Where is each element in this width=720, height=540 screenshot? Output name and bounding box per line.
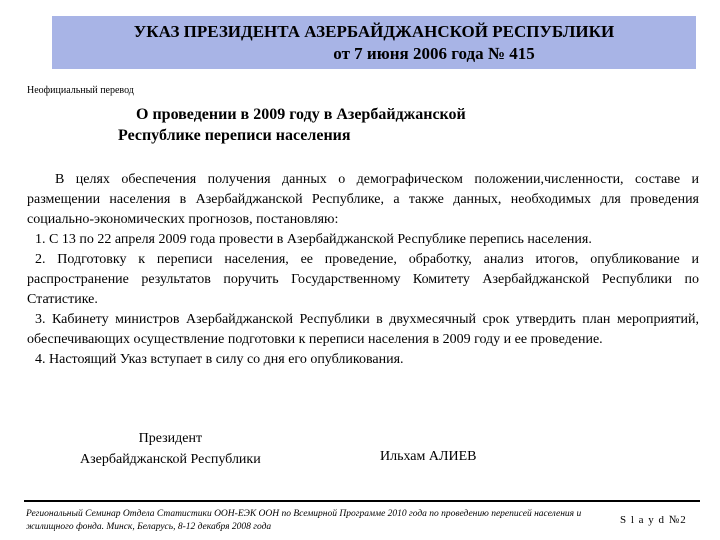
decree-title-line2: Республике переписи населения xyxy=(118,127,351,144)
decree-item-4: 4. Настоящий Указ вступает в силу со дня его опубликования. xyxy=(35,352,404,367)
signatory-title-line2: Азербайджанской Республики xyxy=(80,452,261,467)
footer-caption: Региональный Семинар Отдела Статистики ООН-ЕЭК ООН по Всемирной Программе 2010 года по проведению переписей населения и жилищного фонда. Минск, Беларусь, 8-12 декабря 2008 года xyxy=(26,509,582,532)
decree-header xyxy=(52,16,696,69)
signatory-title-line1: Президент xyxy=(138,431,203,446)
footer-divider xyxy=(24,500,700,502)
signatory-name: Ильхам АЛИЕВ xyxy=(380,449,477,464)
header-title-line2: от 7 июня 2006 года № 415 xyxy=(333,44,535,63)
header-title-line1: УКАЗ ПРЕЗИДЕНТА АЗЕРБАЙДЖАНСКОЙ РЕСПУБЛИКИ xyxy=(133,22,615,41)
signatory-title xyxy=(80,428,261,470)
translation-note: Неофициальный перевод xyxy=(27,85,134,96)
decree-item-3: 3. Кабинету министров Азербайджанской Республики в двухмесячный срок утвердить план мероприятий, обеспечивающих осуществление подготовки к переписи населения в 2009 году и ее проведение. xyxy=(27,312,699,347)
decree-item-1: 1. С 13 по 22 апреля 2009 года провести в Азербайджанской Республике перепись населения. xyxy=(35,232,592,247)
decree-item-2: 2. Подготовку к переписи населения, ее проведение, обработку, анализ итогов, опубликование и распространение результатов поручить Государственному Комитету Азербайджанской Республики по Статистике. xyxy=(27,252,699,307)
slide-number: S l a y d №2 xyxy=(620,514,687,526)
decree-title xyxy=(108,104,548,146)
decree-body xyxy=(27,170,699,370)
decree-title-line1: О проведении в 2009 году в Азербайджанской xyxy=(136,106,466,123)
preamble-paragraph: В целях обеспечения получения данных о демографическом положении,численности, составе и размещении населения в Азербайджанской Республике, а также данных, необходимых для проведения социально-экономических прогнозов, постановляю: xyxy=(27,172,699,227)
